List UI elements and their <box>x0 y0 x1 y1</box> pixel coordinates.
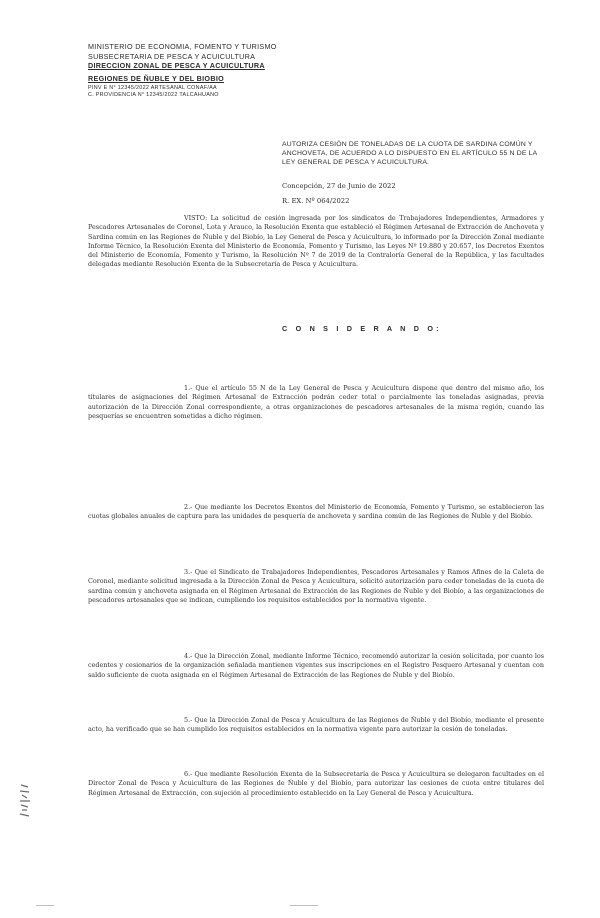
issuer-header <box>88 42 308 99</box>
footer-rule-center <box>290 905 318 906</box>
header-line-ministry: MINISTERIO DE ECONOMIA, FOMENTO Y TURISMO <box>88 42 277 51</box>
considerando-6 <box>88 770 544 820</box>
considerando-3-text: 3.- Que el Sindicato de Trabajadores Independientes, Pescadores Artesanales y Ramos Afines de la Caleta de Coronel, mediante solicitud ingresada a la Dirección Zonal de Pesca y Acuicultura, solicitó autorización para ceder toneladas de la cuota de sardina común y anchoveta asignada en el Régimen Artesanal de Extracción de las Regiones de Ñuble y del Biobío, a las organizaciones de pescadores artesanales que se indican, cumpliendo los requisitos establecidos por la normativa vigente. <box>88 568 544 604</box>
header-ref-line-2: C. PROVIDENCIA N° 12345/2022 TALCAHUANO <box>88 92 219 98</box>
considerando-2-text: 2.- Que mediante los Decretos Exentos del Ministerio de Economía, Fomento y Turismo, se establecieron las cuotas globales anuales de captura para las unidades de pesquería de anchoveta y sardina común de las Regiones de Ñuble y del Biobío. <box>88 503 544 521</box>
considerando-1-text: 1.- Que el artículo 55 N de la Ley General de Pesca y Acuicultura dispone que dentro del mismo año, los titulares de asignaciones del Régimen Artesanal de Extracción podrán ceder total o parcialmente las toneladas asignadas, previa autorización de la Dirección Zonal correspondiente, a otras organizaciones de pescadores artesanales de la misma región, cuando las pesquerías se encuentren sometidas a dicho régimen. <box>88 384 544 420</box>
visto-paragraph <box>88 214 544 310</box>
considerando-1 <box>88 384 544 454</box>
considerando-4-text: 4.- Que la Dirección Zonal, mediante Informe Técnico, recomendó autorizar la cesión solicitada, por cuanto los cedentes y cesionarios de la organización señalada mantienen vigentes sus inscripciones en el Registro Pesquero Artesanal y cuentan con saldo suficiente de cuota asignada en el Régimen Artesanal de Extracción de las Regiones de Ñuble y del Biobío. <box>88 652 544 679</box>
considerando-heading: C O N S I D E R A N D O: <box>282 324 442 333</box>
header-ref-line-1: PINV E N° 12345/2022 ARTESANAL CONAF/AA <box>88 85 217 91</box>
header-line-direction: DIRECCION ZONAL DE PESCA Y ACUICULTURA <box>88 61 265 70</box>
considerando-2 <box>88 503 544 539</box>
resolution-number: R. EX. Nº 064/2022 <box>282 197 350 205</box>
resolution-subject: AUTORIZA CESIÓN DE TONELADAS DE LA CUOTA DE SARDINA COMÚN Y ANCHOVETA, DE ACUERDO A LO DISPUESTO EN EL ARTÍCULO 55 N DE LA LEY GENERAL DE PESCA Y ACUICULTURA. <box>282 141 538 166</box>
considerando-4 <box>88 652 544 698</box>
header-line-subsecretary: SUBSECRETARIA DE PESCA Y ACUICULTURA <box>88 51 256 61</box>
considerando-6-text: 6.- Que mediante Resolución Exenta de la Subsecretaría de Pesca y Acuicultura se delegaron facultades en el Director Zonal de Pesca y Acuicultura de las Regiones de Ñuble y del Biobío, para autorizar las cesiones de cuota entre titulares del Régimen Artesanal de Extracción, con sujeción al procedimiento establecido en la Ley General de Pesca y Acuicultura. <box>88 770 544 797</box>
header-line-regions: REGIONES DE ÑUBLE Y DEL BIOBIO <box>88 73 225 83</box>
visto-text: VISTO: La solicitud de cesión ingresada por los sindicatos de Trabajadores Independientes, Armadores y Pescadores Artesanales de Coronel, Lota y Arauco, la Resolución Exenta que estableció el Régimen Artesanal de Extracción de Anchoveta y Sardina común en las Regiones de Ñuble y del Biobío, la Ley General de Pesca y Acuicultura, lo informado por la Dirección Zonal mediante Informe Técnico, la Resolución Exenta del Ministerio de Economía, Fomento y Turismo, las Leyes Nº 19.880 y 20.657, los Decretos Exentos del Ministerio de Economía, Fomento y Turismo, la Resolución Nº 7 de 2019 de la Contraloría General de la República, y las facultades delegadas mediante Resolución Exenta de la Subsecretaría de Pesca y Acuicultura. <box>88 214 544 269</box>
considerando-5-text: 5.- Que la Dirección Zonal de Pesca y Acuicultura de las Regiones de Ñuble y del Biobío, mediante el presente acto, ha verificado que se han cumplido los requisitos establecidos en la normativa vigente para autorizar la cesión de toneladas. <box>88 716 544 734</box>
considerando-3 <box>88 568 544 628</box>
place-date: Concepción, 27 de Junio de 2022 <box>282 182 396 190</box>
footer-rule-left <box>36 905 54 906</box>
side-stamp-mark <box>18 783 32 819</box>
considerando-5 <box>88 716 544 752</box>
